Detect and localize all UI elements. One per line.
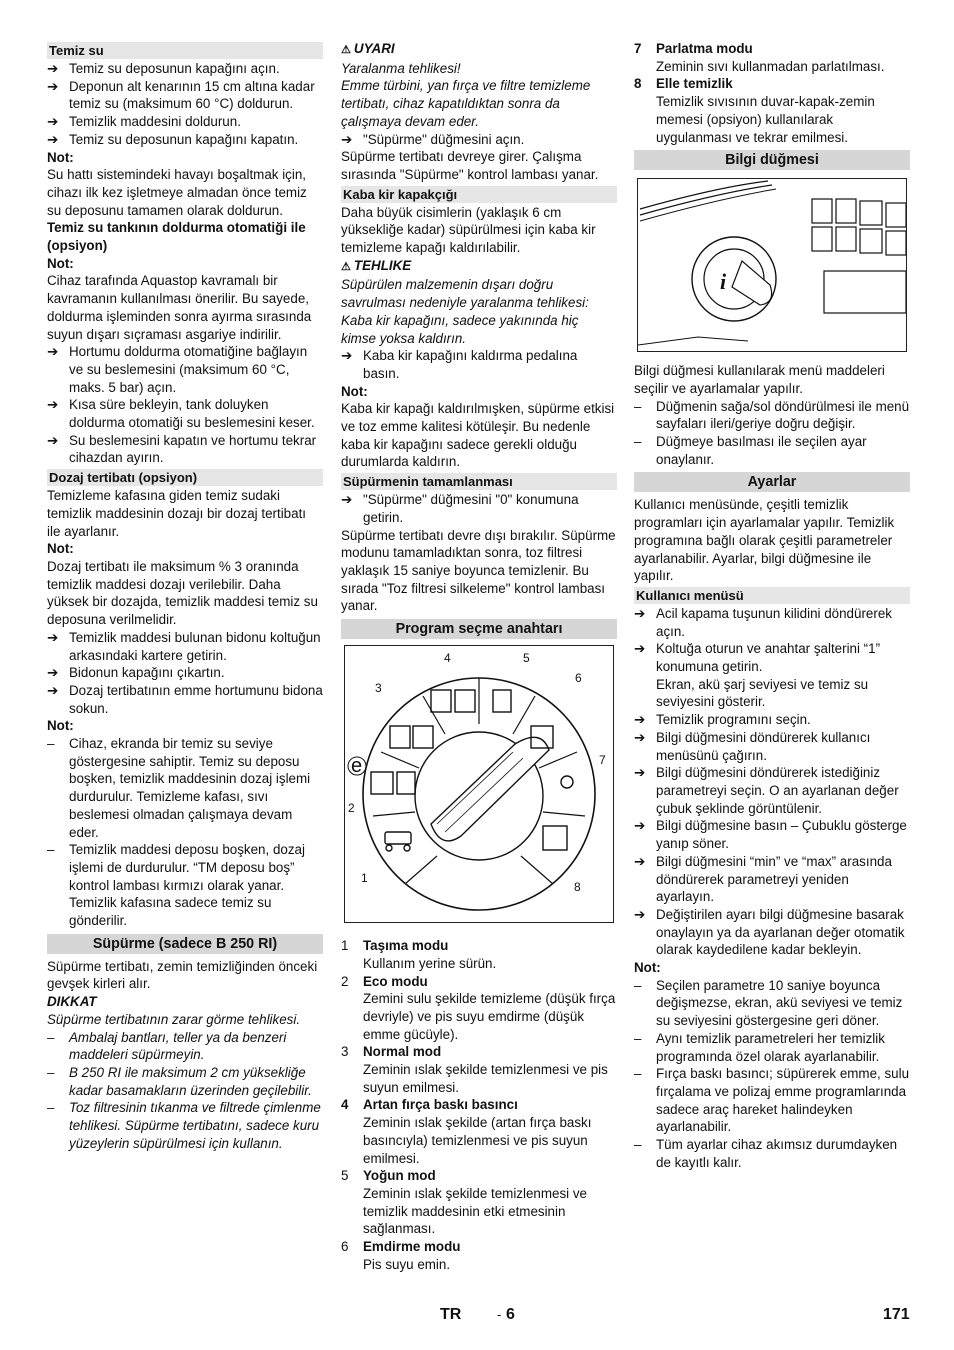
note-item bbox=[47, 1099, 323, 1152]
arrow-icon: ➔ bbox=[47, 78, 59, 94]
info-icon: i bbox=[720, 269, 727, 295]
legend-number: 3 bbox=[341, 1044, 349, 1060]
legend-body bbox=[363, 1043, 617, 1096]
note-item bbox=[634, 398, 910, 433]
paragraph: Temizleme kafasına giden temiz sudaki temizlik maddesinin dozajı bir dozaj tertibatı ile ayarlanır. bbox=[47, 488, 307, 539]
legend-number: 5 bbox=[341, 1168, 349, 1184]
step-item bbox=[47, 682, 323, 717]
dial-label-6: 6 bbox=[575, 671, 582, 686]
dial-label-1: 1 bbox=[361, 871, 368, 886]
dash-marker: – bbox=[47, 1100, 55, 1116]
legend-body bbox=[363, 1167, 617, 1238]
info-knob bbox=[692, 237, 776, 321]
step-item bbox=[634, 729, 910, 764]
arrow-icon: ➔ bbox=[634, 605, 646, 621]
arrow-icon: ➔ bbox=[47, 397, 59, 413]
dial-label-4: 4 bbox=[444, 651, 451, 666]
note-item bbox=[634, 1065, 910, 1136]
legend-item bbox=[341, 1096, 617, 1167]
selector-knob bbox=[415, 732, 549, 860]
note-text: B 250 RI ile maksimum 2 cm yüksekliğe kadar basamakların üzerinden geçilebilir. bbox=[69, 1064, 312, 1098]
note-text: Tüm ayarlar cihaz akımsız durumdayken de kayıtlı kalır. bbox=[656, 1137, 898, 1170]
caution-heading: DIKKAT bbox=[47, 994, 97, 1010]
legend-body bbox=[363, 937, 617, 972]
legend-description: Zeminin sıvı kullanmadan parlatılması. bbox=[656, 58, 885, 74]
dash-marker: – bbox=[47, 842, 55, 858]
note-item bbox=[634, 977, 910, 1030]
note-text: Toz filtresinin tıkanma ve filtrede çimlenme tehlikesi. Süpürme tertibatını, sadece kuru yüzeylerin süpürülmesi için kullanın. bbox=[69, 1100, 321, 1151]
column-1 bbox=[47, 40, 323, 1152]
step-item bbox=[47, 396, 323, 431]
legend-item bbox=[634, 40, 910, 75]
step-text: Kaba kir kapağını kaldırma pedalına basın. bbox=[363, 348, 578, 381]
bold-label: Not: bbox=[341, 383, 368, 399]
step-text: Su beslemesini kapatın ve hortumu tekrar cihazdan ayırın. bbox=[69, 432, 317, 466]
step-item bbox=[634, 605, 910, 640]
step-text: Temizlik maddesi bulunan bidonu koltuğun arkasındaki kartere getirin. bbox=[69, 629, 321, 663]
legend-number: 6 bbox=[341, 1239, 349, 1255]
step-text: Bilgi düğmesini döndürerek istediğiniz parametreyi seçin. O an ayarlanan değer çubuk şeklinde görüntülenir. bbox=[656, 765, 899, 816]
step-text: Hortumu doldurma otomatiğine bağlayın ve su beslemesini (maksimum 60 °C, maks. 5 bar) açın. bbox=[69, 344, 308, 395]
dash-marker: – bbox=[634, 398, 642, 414]
note-text: Düğmeye basılması ile seçilen ayar onaylanır. bbox=[656, 434, 867, 467]
subsection-heading: Kaba kir kapakçığı bbox=[341, 186, 617, 203]
program-selector-figure bbox=[344, 645, 614, 923]
note-text: Aynı temizlik parametreleri her temizlik programında özel olarak ayarlanabilir. bbox=[656, 1030, 885, 1064]
subsection-heading: Temiz su bbox=[47, 42, 323, 59]
step-text: Dozaj tertibatının emme hortumunu bidona sokun. bbox=[69, 682, 323, 716]
dial-label-8: 8 bbox=[574, 880, 581, 895]
dial-label-3: 3 bbox=[375, 681, 382, 696]
step-item bbox=[634, 817, 910, 852]
step-item bbox=[47, 78, 323, 113]
arrow-icon: ➔ bbox=[634, 729, 646, 745]
paragraph: Bilgi düğmesi kullanılarak menü maddeleri seçilir ve ayarlamalar yapılır. bbox=[634, 363, 885, 396]
bold-label: Not: bbox=[47, 541, 74, 557]
dash-marker: – bbox=[634, 977, 642, 993]
note-item bbox=[634, 1030, 910, 1065]
legend-description: Kullanım yerine sürün. bbox=[363, 955, 497, 971]
step-item bbox=[634, 906, 910, 959]
footer-page-number: 171 bbox=[883, 1306, 910, 1323]
footer-dash: - bbox=[497, 1307, 502, 1322]
legend-number: 4 bbox=[341, 1097, 349, 1113]
dash-marker: – bbox=[47, 736, 55, 752]
arrow-icon: ➔ bbox=[47, 629, 59, 645]
note-text: Düğmenin sağa/sol döndürülmesi ile menü sayfaları ileri/geriye doğru değişir. bbox=[656, 398, 910, 432]
step-text: "Süpürme" düğmesini "0" konumuna getirin. bbox=[363, 492, 579, 525]
legend-body bbox=[656, 75, 910, 146]
step-text: Temizlik maddesini doldurun. bbox=[69, 114, 241, 130]
legend-item bbox=[341, 1238, 617, 1273]
step-text: "Süpürme" düğmesini açın. bbox=[363, 131, 525, 147]
dial-label-5: 5 bbox=[523, 651, 530, 666]
info-button-drawing bbox=[638, 179, 906, 351]
legend-number: 2 bbox=[341, 973, 349, 989]
legend-description: Temizlik sıvısının duvar-kapak-zemin memesi (opsiyon) kullanılarak uygulanması ve tekrar emilmesi. bbox=[656, 94, 875, 145]
note-item bbox=[47, 1029, 323, 1064]
legend-title: Normal mod bbox=[363, 1044, 442, 1060]
step-text: Koltuğa oturun ve anahtar şalterini “1” konumuna getirin. bbox=[656, 641, 881, 675]
legend-description: Pis suyu emin. bbox=[363, 1256, 451, 1272]
dash-marker: – bbox=[634, 1137, 642, 1153]
arrow-icon: ➔ bbox=[634, 641, 646, 657]
legend-item bbox=[341, 973, 617, 1044]
note-item bbox=[634, 1136, 910, 1171]
program-selector-dial-drawing bbox=[345, 646, 613, 922]
legend-description: Zeminin ıslak şekilde (artan fırça baskı basıncıyla) temizlenmesi ve pis suyun emilmesi. bbox=[363, 1115, 592, 1166]
arrow-icon: ➔ bbox=[634, 765, 646, 781]
note-item bbox=[47, 735, 323, 841]
dial-label-e: e bbox=[351, 755, 363, 778]
legend-body bbox=[656, 40, 910, 75]
arrow-icon: ➔ bbox=[47, 682, 59, 698]
italic-text: Süpürme tertibatının zarar görme tehlikesi. bbox=[47, 1011, 301, 1027]
paragraph: Süpürme tertibatı devre dışı bırakılır. Süpürme modunu tamamladıktan sonra, toz filtresi yaklaşık 15 saniye boyunca temizlenir. Bu sırada "Toz filtresi silkeleme" kontrol lambası yanar. bbox=[341, 527, 616, 614]
dial-label-2: 2 bbox=[348, 801, 355, 816]
arrow-icon: ➔ bbox=[634, 853, 646, 869]
step-result: Ekran, akü şarj seviyesi ve temiz su seviyesini gösterir. bbox=[656, 676, 869, 710]
step-text: Temiz su deposunun kapağını açın. bbox=[69, 61, 280, 76]
dial-label-7: 7 bbox=[599, 753, 606, 768]
paragraph: Süpürme tertibatı devreye girer. Çalışma sırasında "Süpürme" kontrol lambası yanar. bbox=[341, 149, 599, 182]
bold-label: Not: bbox=[47, 718, 74, 734]
column-2 bbox=[341, 40, 617, 1273]
legend-title: Parlatma modu bbox=[656, 41, 753, 56]
bold-label: Temiz su tankının doldurma otomatiği ile (opsiyon) bbox=[47, 220, 306, 254]
section-heading: Program seçme anahtarı bbox=[341, 619, 617, 639]
step-item bbox=[47, 60, 323, 78]
italic-text: Yaralanma tehlikesi! bbox=[341, 60, 461, 76]
legend-item bbox=[341, 1043, 617, 1096]
arrow-icon: ➔ bbox=[47, 344, 59, 360]
step-item bbox=[634, 853, 910, 906]
arrow-icon: ➔ bbox=[341, 492, 353, 508]
note-item bbox=[634, 433, 910, 468]
info-button-figure bbox=[637, 178, 907, 352]
footer-page-relative: 6 bbox=[506, 1306, 515, 1323]
column-3 bbox=[634, 40, 910, 1171]
display-panel-icons bbox=[812, 199, 906, 313]
legend-title: Eco modu bbox=[363, 973, 428, 989]
step-text: Bilgi düğmesini “min” ve “max” arasında döndürerek parametreyi yeniden ayarlayın. bbox=[656, 853, 892, 905]
footer-language: TR bbox=[440, 1306, 462, 1323]
step-item bbox=[341, 131, 617, 149]
arrow-icon: ➔ bbox=[341, 131, 353, 147]
step-text: Deponun alt kenarının 15 cm altına kadar temiz su (maksimum 60 °C) doldurun. bbox=[69, 78, 315, 112]
arrow-icon: ➔ bbox=[47, 131, 59, 147]
bold-label: Not: bbox=[634, 960, 661, 976]
arrow-icon: ➔ bbox=[47, 432, 59, 448]
subsection-heading: Dozaj tertibatı (opsiyon) bbox=[47, 469, 323, 486]
legend-item bbox=[634, 75, 910, 146]
paragraph: Daha büyük cisimlerin (yaklaşık 6 cm yüksekliğe kadar) süpürülmesi için kaba kir temizleme kapağı kaldırılabilir. bbox=[341, 204, 596, 256]
legend-title: Emdirme modu bbox=[363, 1239, 461, 1255]
step-item bbox=[47, 113, 323, 131]
arrow-icon: ➔ bbox=[47, 665, 59, 681]
legend-title: Artan fırça baskı basıncı bbox=[363, 1097, 518, 1113]
italic-text: Emme türbini, yan fırça ve filtre temizleme tertibatı, cihaz kapatıldıktan sonra da çalışmaya devam eder. bbox=[341, 78, 591, 129]
legend-body bbox=[363, 973, 617, 1044]
step-text: Temiz su deposunun kapağını kapatın. bbox=[69, 131, 299, 147]
arrow-icon: ➔ bbox=[341, 348, 353, 364]
arrow-icon: ➔ bbox=[634, 906, 646, 922]
step-item bbox=[634, 711, 910, 729]
legend-number: 7 bbox=[634, 41, 642, 56]
section-heading: Bilgi düğmesi bbox=[634, 150, 910, 170]
dash-marker: – bbox=[47, 1029, 55, 1045]
step-text: Değiştirilen ayarı bilgi düğmesine basarak onaylayın ya da ayarlanan değer otomatik olarak kaydedilene kadar bekleyin. bbox=[656, 906, 905, 958]
bold-label: Not: bbox=[47, 255, 74, 271]
legend-description: Zeminin ıslak şekilde temizlenmesi ve temizlik maddesinin etki etmesinin sağlanması. bbox=[363, 1185, 587, 1237]
step-text: Temizlik programını seçin. bbox=[656, 712, 811, 728]
paragraph: Cihaz tarafında Aquastop kavramalı bir kavramanın kullanılması önerilir. Bu sayede, doldurma işleminden sonra ayırma sırasında suyun dışarı sıçraması asgariye indirilir. bbox=[47, 273, 312, 342]
warning-heading: ⚠ TEHLIKE bbox=[341, 257, 617, 277]
legend-body bbox=[363, 1096, 617, 1167]
paragraph: Kaba kir kapağı kaldırılmışken, süpürme etkisi ve toz emme kalitesi kötüleşir. Bu nedenle kaba kir kapağını sadece gerekli olduğu durumlarda kaldırın. bbox=[341, 401, 615, 470]
warning-heading: ⚠ UYARI bbox=[341, 40, 617, 60]
step-item bbox=[47, 343, 323, 396]
bold-label: Not: bbox=[47, 149, 74, 165]
legend-description: Zemini sulu şekilde temizleme (düşük fırça devriyle) ve pis suyu emdirme (düşük emme gücüyle). bbox=[363, 991, 616, 1042]
arrow-icon: ➔ bbox=[634, 712, 646, 728]
dash-marker: – bbox=[634, 434, 642, 450]
paragraph: Dozaj tertibatı ile maksimum % 3 oranında temizlik maddesi dozajı verilebilir. Daha yüksek bir dozajda, temizlik maddesi temiz su deposuna verilmelidir. bbox=[47, 558, 318, 628]
arrow-icon: ➔ bbox=[47, 114, 59, 130]
legend-title: Taşıma modu bbox=[363, 938, 449, 954]
step-item bbox=[47, 131, 323, 149]
legend-number: 1 bbox=[341, 938, 349, 954]
section-heading: Süpürme (sadece B 250 RI) bbox=[47, 934, 323, 954]
note-item bbox=[47, 841, 323, 930]
subsection-heading: Süpürmenin tamamlanması bbox=[341, 473, 617, 490]
note-text: Cihaz, ekranda bir temiz su seviye göstergesine sahiptir. Temiz su deposu boşken, temizlik maddesinin dozaj işlemi durdurulur. Temizleme kafası, sıvı beslemesi olmadan çalışmaya devam eder. bbox=[69, 736, 311, 840]
step-text: Bilgi düğmesine basın – Çubuklu gösterge yanıp söner. bbox=[656, 818, 907, 852]
legend-description: Zeminin ıslak şekilde temizlenmesi ve pis suyun emilmesi. bbox=[363, 1062, 608, 1095]
paragraph: Su hattı sistemindeki havayı boşaltmak için, cihazı ilk kez işletmeye almadan önce temiz su deposunu tamamen olarak doldurun. bbox=[47, 167, 307, 218]
legend-title: Elle temizlik bbox=[656, 76, 733, 92]
arrow-icon: ➔ bbox=[634, 818, 646, 834]
dash-marker: – bbox=[634, 1030, 642, 1046]
step-text: Acil kapama tuşunun kilidini döndürerek açın. bbox=[656, 605, 892, 639]
step-text: Kısa süre bekleyin, tank doluyken doldurma otomatiği su beslemesini keser. bbox=[69, 397, 315, 431]
step-item bbox=[47, 432, 323, 467]
legend-title: Yoğun mod bbox=[363, 1168, 436, 1184]
step-item bbox=[634, 764, 910, 817]
legend-item bbox=[341, 937, 617, 972]
paragraph: Kullanıcı menüsünde, çeşitli temizlik programları için ayarlamalar yapılır. Temizlik programına bağlı olarak çeşitli parametreler ayarlanabilir. Ayarlar, bilgi düğmesine ile yapılır. bbox=[634, 497, 895, 584]
legend-body bbox=[363, 1238, 617, 1273]
note-item bbox=[47, 1064, 323, 1099]
step-text: Bidonun kapağını çıkartın. bbox=[69, 665, 225, 681]
step-text: Bilgi düğmesini döndürerek kullanıcı menüsünü çağırın. bbox=[656, 729, 871, 763]
dash-marker: – bbox=[47, 1064, 55, 1080]
note-text: Ambalaj bantları, teller ya da benzeri maddeleri süpürmeyin. bbox=[69, 1029, 287, 1063]
legend-item bbox=[341, 1167, 617, 1238]
legend-number: 8 bbox=[634, 76, 642, 92]
step-item bbox=[47, 664, 323, 682]
section-heading: Ayarlar bbox=[634, 472, 910, 492]
note-text: Seçilen parametre 10 saniye boyunca değişmezse, ekran, akü seviyesi ve temiz su seviyesini göstergesine geri döner. bbox=[656, 977, 903, 1029]
note-text: Fırça baskı basıncı; süpürerek emme, sulu fırçalama ve polizaj emme programlarında sadece araç hareket halindeyken ayarlanabilir. bbox=[656, 1066, 910, 1135]
step-item bbox=[341, 347, 617, 382]
note-text: Temizlik maddesi deposu boşken, dozaj işlemi de durdurulur. “TM deposu boş” kontrol lambası kırmızı olarak yanar. Temizlik kafasına sadece temiz su gönderilir. bbox=[69, 842, 305, 929]
subsection-heading: Kullanıcı menüsü bbox=[634, 587, 910, 604]
arrow-icon: ➔ bbox=[47, 61, 59, 76]
step-item bbox=[47, 629, 323, 664]
dash-marker: – bbox=[634, 1066, 642, 1082]
step-item bbox=[341, 491, 617, 526]
step-item bbox=[634, 640, 910, 675]
italic-text: Süpürülen malzemenin dışarı doğru savrulması nedeniyle yaralanma tehlikesi: Kaba kir kapağını, sadece yakınında hiç kimse yoksa kaldırın. bbox=[341, 277, 589, 346]
paragraph: Süpürme tertibatı, zemin temizliğinden önceki gevşek kirleri alır. bbox=[47, 958, 318, 992]
